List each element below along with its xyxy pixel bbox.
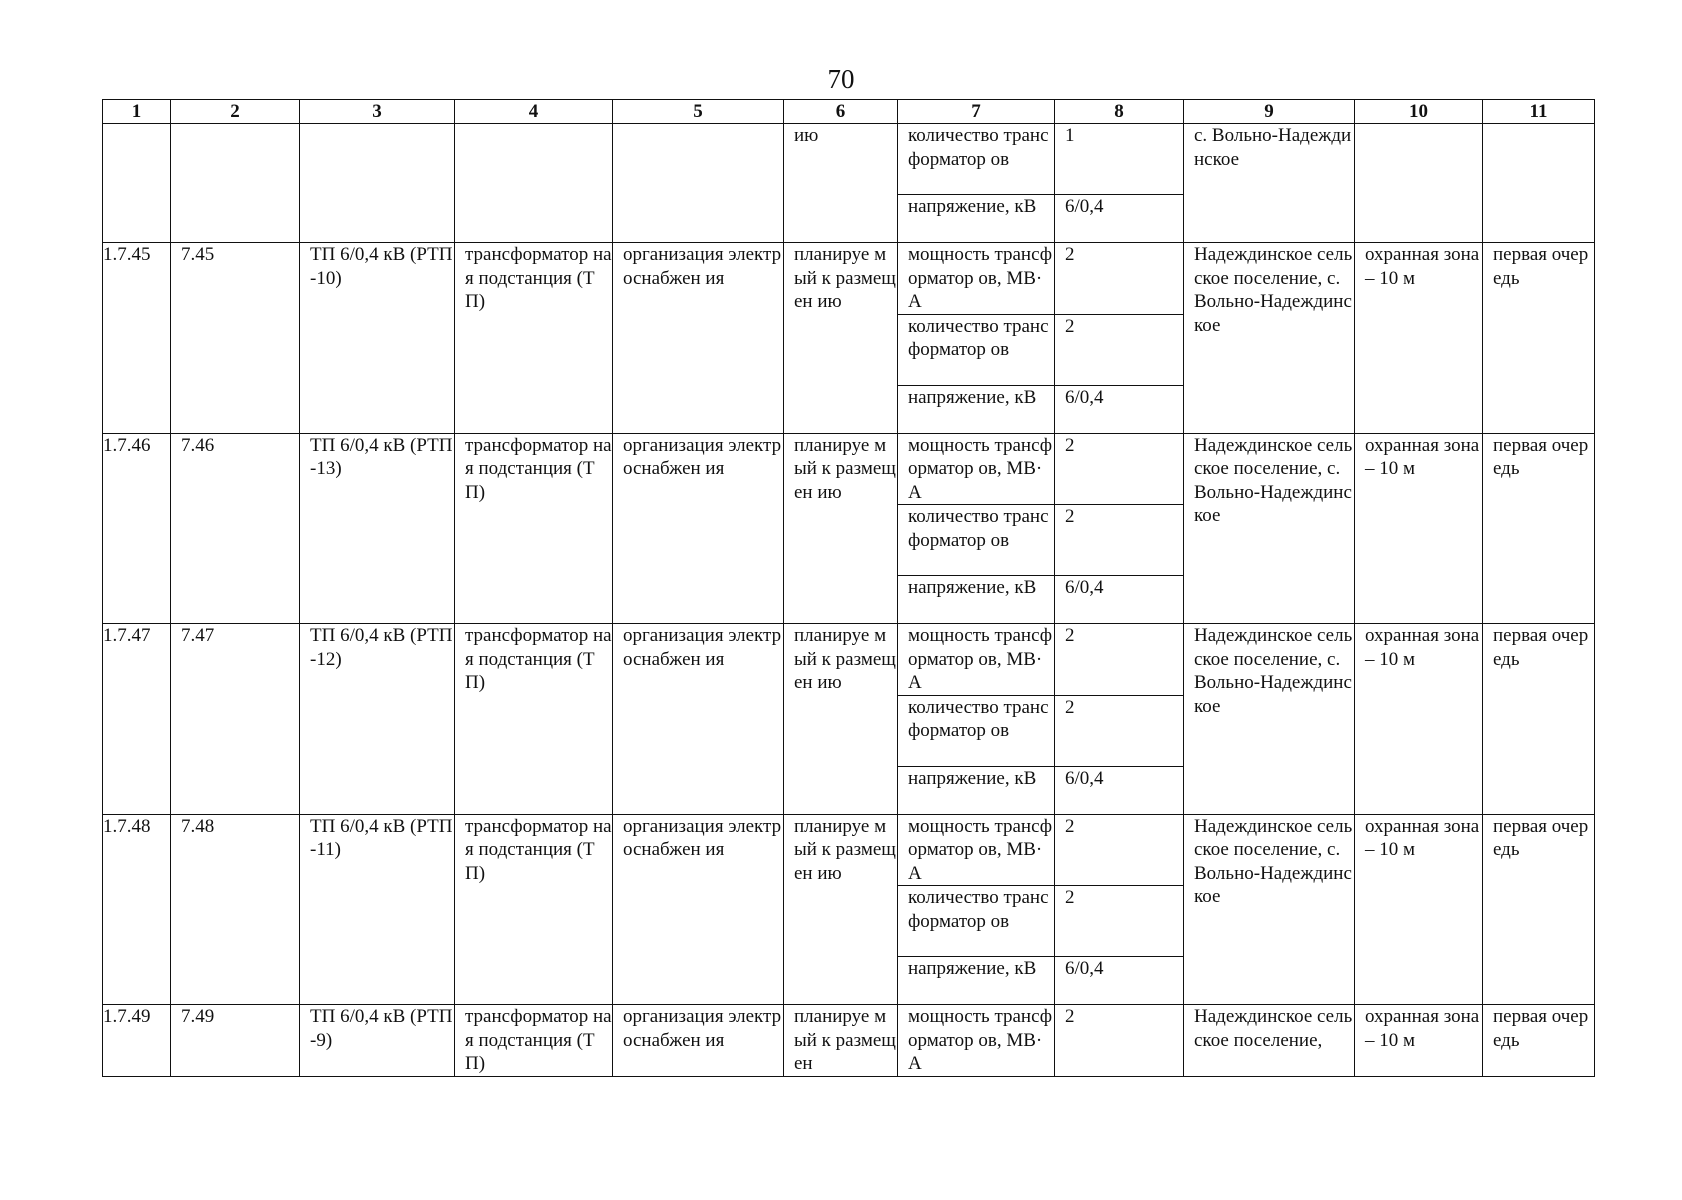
cell-name — [300, 124, 455, 243]
cell-param-label: напряжение, кВ — [898, 576, 1055, 624]
cell-num — [171, 124, 300, 243]
cell-param-label: количество трансформатор ов — [898, 505, 1055, 576]
cell-id: 1.7.46 — [103, 433, 171, 624]
cell-param-value: 2 — [1055, 624, 1184, 696]
cell-param-label: мощность трансформатор ов, МВ·А — [898, 1005, 1055, 1077]
cell-location: с. Вольно-Надеждинское — [1184, 124, 1355, 243]
cell-purpose: организация электроснабжен ия — [613, 243, 784, 434]
cell-queue: первая очередь — [1483, 814, 1595, 1005]
cell-type: трансформатор ная подстанция (ТП) — [455, 243, 613, 434]
cell-purpose: организация электроснабжен ия — [613, 433, 784, 624]
cell-num: 7.46 — [171, 433, 300, 624]
table-row — [103, 433, 1595, 505]
cell-param-value: 6/0,4 — [1055, 766, 1184, 814]
cell-zone: охранная зона – 10 м — [1355, 433, 1483, 624]
cell-id — [103, 124, 171, 243]
cell-name: ТП 6/0,4 кВ (РТП-11) — [300, 814, 455, 1005]
cell-num: 7.48 — [171, 814, 300, 1005]
cell-param-label: напряжение, кВ — [898, 385, 1055, 433]
register-table — [102, 99, 1595, 1077]
cell-param-label: напряжение, кВ — [898, 766, 1055, 814]
cell-type: трансформатор ная подстанция (ТП) — [455, 1005, 613, 1077]
cell-zone: охранная зона – 10 м — [1355, 814, 1483, 1005]
cell-status: планируе мый к размещен ию — [784, 433, 898, 624]
cell-name: ТП 6/0,4 кВ (РТП-10) — [300, 243, 455, 434]
cell-status: планируе мый к размещен ию — [784, 243, 898, 434]
cell-location: Надеждинское сельское поселение, с. Вольно-Надеждинское — [1184, 624, 1355, 815]
cell-queue: первая очередь — [1483, 624, 1595, 815]
cell-zone: охранная зона – 10 м — [1355, 624, 1483, 815]
cell-param-label: напряжение, кВ — [898, 195, 1055, 243]
header-col-9: 9 — [1184, 100, 1355, 124]
cell-id: 1.7.48 — [103, 814, 171, 1005]
cell-queue: первая очередь — [1483, 243, 1595, 434]
cell-param-value: 2 — [1055, 243, 1184, 315]
cell-name: ТП 6/0,4 кВ (РТП-12) — [300, 624, 455, 815]
cell-status: планируе мый к размещен ию — [784, 814, 898, 1005]
cell-param-label: мощность трансформатор ов, МВ·А — [898, 624, 1055, 696]
cell-param-label: количество трансформатор ов — [898, 314, 1055, 385]
page-number: 70 — [827, 64, 855, 94]
header-col-3: 3 — [300, 100, 455, 124]
cell-num: 7.45 — [171, 243, 300, 434]
cell-location: Надеждинское сельское поселение, с. Вольно-Надеждинское — [1184, 433, 1355, 624]
header-col-2: 2 — [171, 100, 300, 124]
cell-type: трансформатор ная подстанция (ТП) — [455, 814, 613, 1005]
header-col-11: 11 — [1483, 100, 1595, 124]
header-col-7: 7 — [898, 100, 1055, 124]
table-row — [103, 1005, 1595, 1077]
cell-param-label: количество трансформатор ов — [898, 124, 1055, 195]
cell-id: 1.7.45 — [103, 243, 171, 434]
cell-purpose — [613, 124, 784, 243]
cell-name: ТП 6/0,4 кВ (РТП-13) — [300, 433, 455, 624]
table-row — [103, 814, 1595, 886]
cell-param-value: 6/0,4 — [1055, 957, 1184, 1005]
cell-param-label: мощность трансформатор ов, МВ·А — [898, 433, 1055, 505]
cell-queue: первая очередь — [1483, 1005, 1595, 1077]
cell-param-label: напряжение, кВ — [898, 957, 1055, 1005]
cell-param-value: 2 — [1055, 433, 1184, 505]
cell-param-value: 6/0,4 — [1055, 576, 1184, 624]
header-col-5: 5 — [613, 100, 784, 124]
cell-location: Надеждинское сельское поселение, с. Вольно-Надеждинское — [1184, 243, 1355, 434]
cell-param-value: 2 — [1055, 814, 1184, 886]
cell-param-label: количество трансформатор ов — [898, 886, 1055, 957]
cell-param-label: мощность трансформатор ов, МВ·А — [898, 243, 1055, 315]
cell-location: Надеждинское сельское поселение, — [1184, 1005, 1355, 1077]
table-row — [103, 243, 1595, 315]
cell-purpose: организация электроснабжен ия — [613, 814, 784, 1005]
cell-status: ию — [784, 124, 898, 243]
cell-purpose: организация электроснабжен ия — [613, 1005, 784, 1077]
header-col-4: 4 — [455, 100, 613, 124]
cell-param-label: мощность трансформатор ов, МВ·А — [898, 814, 1055, 886]
header-row — [103, 100, 1595, 124]
header-col-1: 1 — [103, 100, 171, 124]
cell-id: 1.7.49 — [103, 1005, 171, 1077]
cell-purpose: организация электроснабжен ия — [613, 624, 784, 815]
cell-param-value: 6/0,4 — [1055, 195, 1184, 243]
cell-num: 7.47 — [171, 624, 300, 815]
cell-status: планируе мый к размещен — [784, 1005, 898, 1077]
cell-param-value: 2 — [1055, 1005, 1184, 1077]
cell-param-value: 2 — [1055, 695, 1184, 766]
cell-param-value: 6/0,4 — [1055, 385, 1184, 433]
cell-zone: охранная зона – 10 м — [1355, 1005, 1483, 1077]
cell-status: планируе мый к размещен ию — [784, 624, 898, 815]
cell-queue: первая очередь — [1483, 433, 1595, 624]
cell-location: Надеждинское сельское поселение, с. Вольно-Надеждинское — [1184, 814, 1355, 1005]
cell-param-label: количество трансформатор ов — [898, 695, 1055, 766]
cell-type: трансформатор ная подстанция (ТП) — [455, 624, 613, 815]
cell-param-value: 1 — [1055, 124, 1184, 195]
header-col-10: 10 — [1355, 100, 1483, 124]
header-col-8: 8 — [1055, 100, 1184, 124]
continuation-row — [103, 124, 1595, 195]
cell-type — [455, 124, 613, 243]
cell-param-value: 2 — [1055, 314, 1184, 385]
cell-param-value: 2 — [1055, 886, 1184, 957]
cell-queue — [1483, 124, 1595, 243]
cell-id: 1.7.47 — [103, 624, 171, 815]
header-col-6: 6 — [784, 100, 898, 124]
cell-zone: охранная зона – 10 м — [1355, 243, 1483, 434]
cell-zone — [1355, 124, 1483, 243]
cell-param-value: 2 — [1055, 505, 1184, 576]
cell-num: 7.49 — [171, 1005, 300, 1077]
table-row — [103, 624, 1595, 696]
cell-name: ТП 6/0,4 кВ (РТП-9) — [300, 1005, 455, 1077]
cell-type: трансформатор ная подстанция (ТП) — [455, 433, 613, 624]
